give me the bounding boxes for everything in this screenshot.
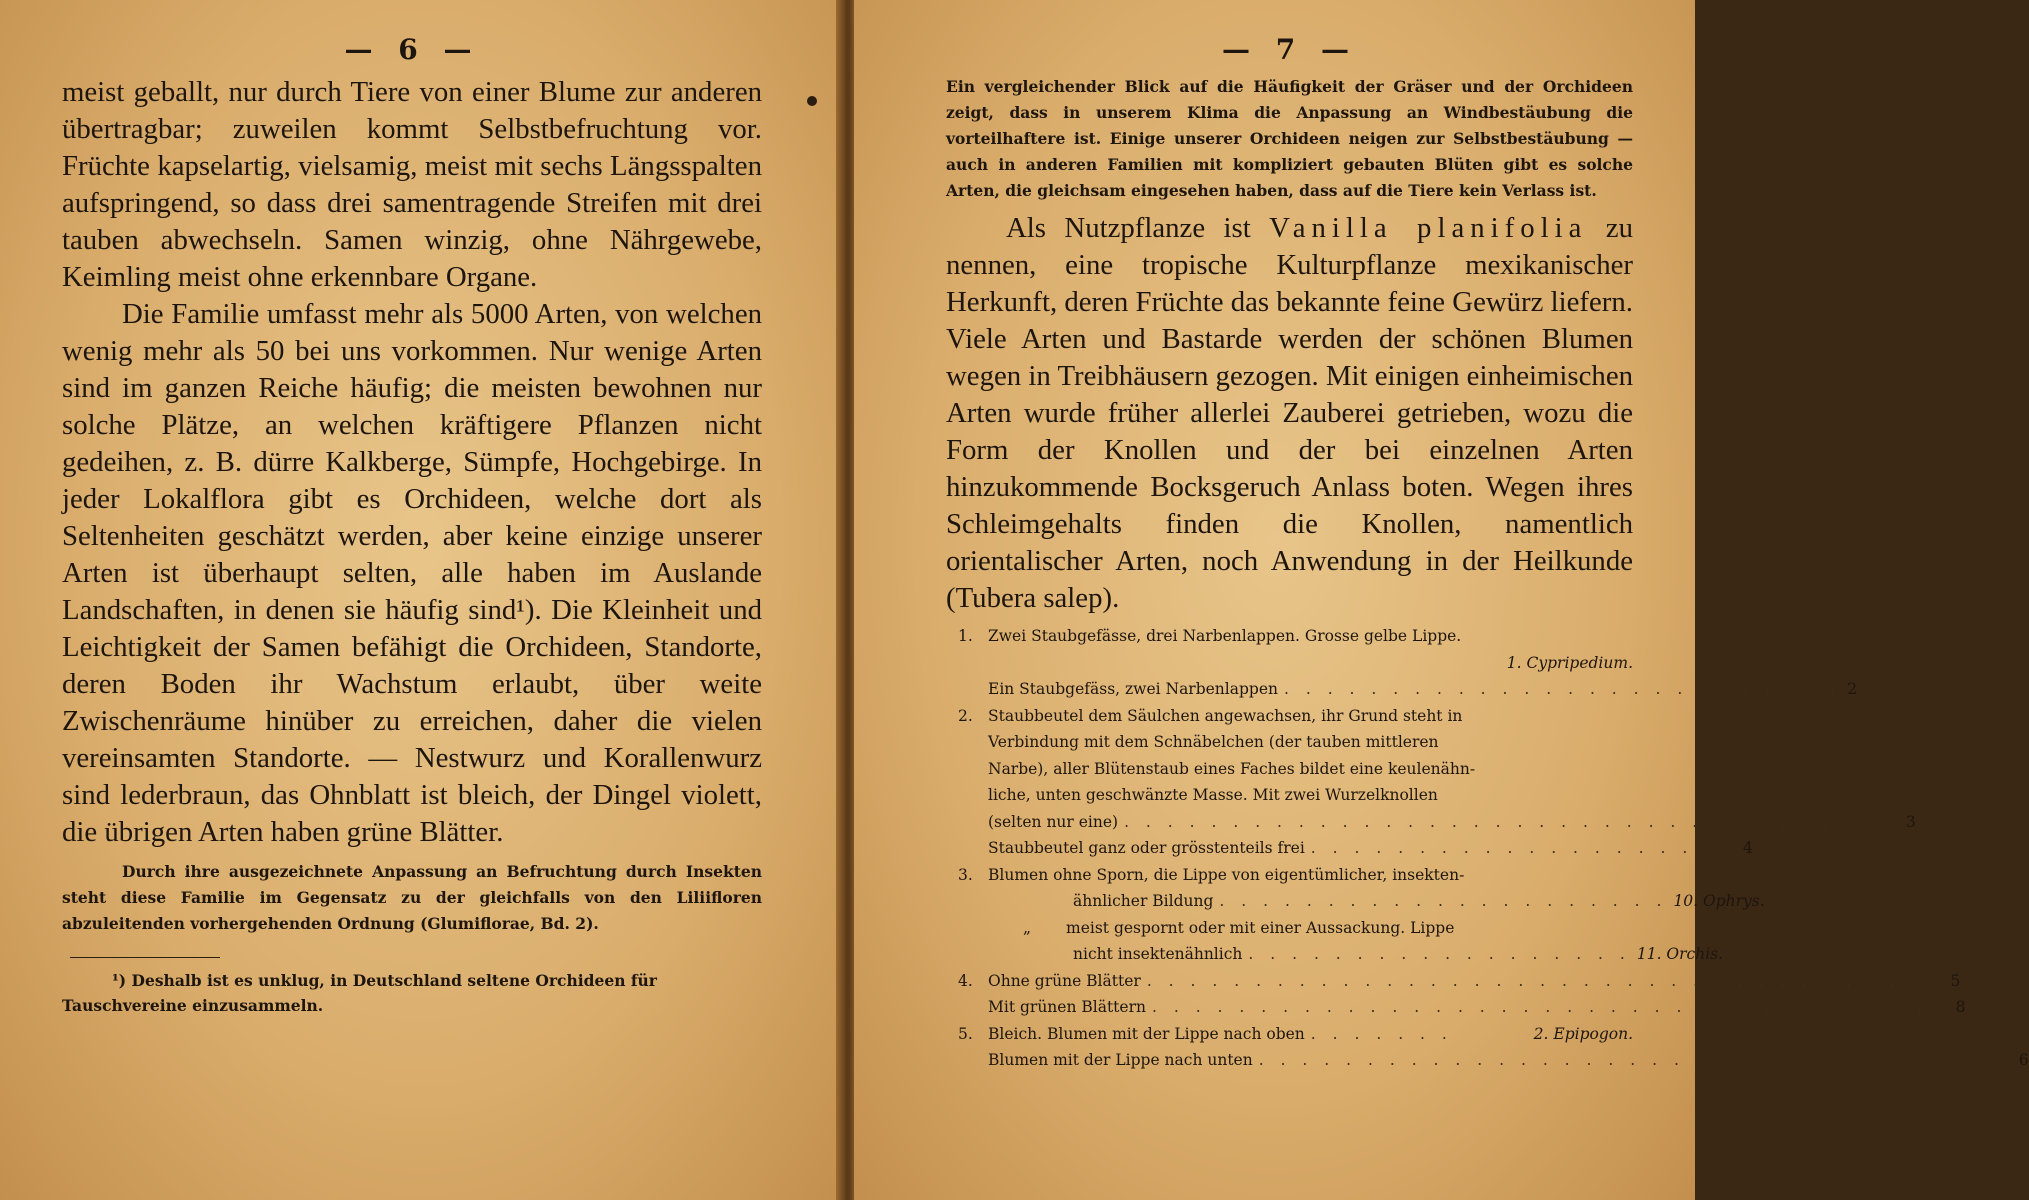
key-entry-2-line2 — [946, 733, 1633, 760]
key-result: 11. Orchis. — [1636, 945, 1724, 963]
leader-dots: . . . . . . . — [1310, 1024, 1453, 1043]
key-entry-2b — [946, 839, 1753, 866]
body-paragraph-1: meist geballt, nur durch Tiere von einer Blume zur anderen übertragbar; zuweilen kommt Selbstbefruchtung vor. Früchte kapselartig, vielsamig, meist mit sechs Längsspalten aufspringend, so dass drei samentragende Streifen mit drei tauben abwechseln. Samen winzig, ohne Nährgewebe, Keimling meist ohne erkennbare Organe. — [62, 76, 762, 293]
leader-dots: . . . . . . . . . . . . . . . . . . . . . — [1219, 892, 1668, 910]
key-number: 1. — [958, 627, 973, 645]
para-start: Als Nutzpflanze ist — [1006, 212, 1270, 244]
leader-dots: . . . . . . . . . . . . . . . . . . . . . . . . . . — [1284, 680, 1842, 698]
key-entry-3b — [946, 919, 1633, 946]
key-text: Staubbeutel dem Säulchen angewachsen, ihr Grund steht in — [988, 706, 1463, 725]
key-entry-2-line4 — [946, 786, 1633, 813]
small-print-paragraph-right: Ein vergleichender Blick auf die Häufigkeit der Gräser und der Orchideen zeigt, dass in unserem Klima die Anpassung an Windbestäubung die vorteilhaftere ist. Einige unserer Orchideen neigen zur Selbstbestäubung — auch in anderen Familien mit kompliziert gebauten Blüten gibt es solche Arten, die gleichsam eingesehen haben, dass auf die Tiere kein Verlass ist. — [946, 77, 1633, 200]
key-entry-4 — [946, 971, 1961, 999]
key-result: 10. Ophrys. — [1673, 892, 1765, 910]
species-name: Vanilla planifolia — [1269, 212, 1588, 244]
key-text-row — [988, 998, 1966, 1016]
key-entry-2 — [946, 707, 1633, 734]
key-text: Ohne grüne Blätter — [988, 971, 1141, 990]
footnote-rule — [70, 957, 220, 958]
key-text-row — [988, 892, 1765, 910]
body-paragraph-3 — [946, 210, 1633, 617]
key-number: 4. — [958, 971, 973, 990]
leader-dots: . . . . . . . . . . . . . . . . . . . . . . . . . . . . . . . . . . . . — [1124, 812, 1900, 831]
key-text: Bleich. Blumen mit der Lippe nach oben — [988, 1024, 1305, 1043]
key-result: 6 — [2018, 1051, 2029, 1069]
ink-spot — [807, 96, 817, 106]
key-number: 3. — [958, 865, 973, 884]
key-text-row — [988, 1051, 2029, 1069]
key-number: 2. — [958, 706, 973, 725]
key-entry-5 — [946, 1025, 1633, 1052]
key-text: (selten nur eine) — [988, 812, 1119, 831]
key-text: Blumen ohne Sporn, die Lippe von eigentümlicher, insekten- — [988, 865, 1465, 884]
identification-key — [946, 627, 2029, 1078]
key-text: Staubbeutel ganz oder grösstenteils frei — [988, 839, 1305, 857]
key-text-row — [988, 813, 1916, 831]
key-text-row — [988, 972, 1960, 990]
key-text-row — [988, 839, 1753, 857]
key-text-row — [988, 680, 1857, 698]
key-result: 4 — [1742, 839, 1753, 857]
key-result: 2. Epipogon. — [1533, 1024, 1633, 1043]
key-number: 5. — [958, 1024, 973, 1043]
key-text: meist gespornt oder mit einer Aussackung. Lippe — [1066, 918, 1455, 937]
page-number-left: — 6 — — [344, 33, 480, 66]
key-entry-3 — [946, 866, 1633, 893]
key-text: ähnlicher Bildung — [1073, 892, 1214, 910]
left-page — [0, 0, 842, 1200]
key-entry-2-line5 — [946, 812, 1916, 840]
key-text: nicht insektenähnlich — [1073, 945, 1243, 963]
key-text: Narbe), aller Blütenstaub eines Faches bildet eine keulenähn- — [988, 759, 1476, 778]
key-entry-2-line3 — [946, 760, 1633, 787]
key-result: 3 — [1905, 812, 1916, 831]
key-text: liche, unten geschwänzte Masse. Mit zwei Wurzelknollen — [988, 786, 1438, 804]
key-result: 1. Cypripedium. — [1506, 653, 1633, 672]
key-text: Ein Staubgefäss, zwei Narbenlappen — [988, 680, 1278, 698]
key-entry-3-line2 — [946, 892, 1765, 919]
page-number-right: — 7 — — [1222, 33, 1357, 66]
key-text-row — [988, 1025, 1633, 1043]
leader-dots: . . . . . . . . . . . . . . . . . . . . . . . . . . . . . . . . . . . — [1258, 1051, 2013, 1069]
leader-dots: . . . . . . . . . . . . . . . . . . — [1248, 945, 1631, 963]
body-paragraph-2: Die Familie umfasst mehr als 5000 Arten, von welchen wenig mehr als 50 bei uns vorkommen. Nur wenige Arten sind im ganzen Reiche häufig; die meisten bewohnen nur solche Plätze, an welchen kräftigere Pflanzen nicht gedeihen, z. B. dürre Kalkberge, Sümpfe, Hochgebirge. In jeder Lokalflora gibt es Orchideen, welche dort als Seltenheiten geschätzt werden, aber keine einzige unserer Arten ist überhaupt selten, alle haben im Auslande Landschaften, in denen sie häufig sind¹). Die Kleinheit und Leichtigkeit der Samen befähigt die Orchideen, Standorte, deren Boden ihr Wachstum erlaubt, über weite Zwischenräume hinüber zu erreichen, daher die vielen vereinsamten Standorte. — Nestwurz und Korallenwurz sind lederbraun, das Ohnblatt ist bleich, der Dingel violett, die übrigen Arten haben grüne Blätter. — [62, 298, 762, 848]
key-result: 5 — [1950, 971, 1961, 990]
key-entry-1 — [946, 627, 1633, 654]
leader-dots: . . . . . . . . . . . . . . . . . . . . — [1310, 839, 1737, 857]
footnote: ¹) Deshalb ist es unklug, in Deutschland seltene Orchideen für Tauschvereine einzusammeln. — [62, 971, 657, 1015]
key-result: 8 — [1955, 998, 1966, 1016]
key-entry-1b — [946, 680, 1858, 707]
key-entry-3b-line2 — [946, 945, 1724, 972]
right-page — [854, 0, 2029, 1200]
ditto-mark: „ — [1022, 918, 1032, 937]
key-text: Verbindung mit dem Schnäbelchen (der tauben mittleren — [988, 733, 1439, 751]
leader-dots: . . . . . . . . . . . . . . . . . . . . . . . . . . . . . . . . . . . . . — [1146, 971, 1945, 990]
leader-dots: . . . . . . . . . . . . . . . . . . . . . . . . . . . . . . . . . . . . . — [1151, 998, 1950, 1016]
key-text: Mit grünen Blättern — [988, 998, 1146, 1016]
key-text: Blumen mit der Lippe nach unten — [988, 1051, 1253, 1069]
small-print-paragraph-left: Durch ihre ausgezeichnete Anpassung an Befruchtung durch Insekten steht diese Familie im Gegensatz zu der gleichfalls von den Liliifloren abzuleitenden vorhergehenden Ordnung (Glumiflorae, Bd. 2). — [62, 862, 762, 933]
key-text-row — [988, 945, 1723, 963]
key-entry-1-result — [946, 654, 1633, 681]
para-rest: zu nennen, eine tropische Kulturpflanze mexikanischer Herkunft, deren Früchte das bekannte feine Gewürz liefern. Viele Arten und Bastarde werden der schönen Blumen wegen in Treibhäusern gezogen. Mit einigen einheimischen Arten wurde früher allerlei Zauberei getrieben, wozu die Form der Knollen und der bei einzelnen Arten hinzukommende Bocksgeruch Anlass boten. Wegen ihres Schleimgehalts finden die Knollen, namentlich orientalischer Arten, noch Anwendung in der Heilkunde (Tubera salep). — [946, 212, 1633, 614]
key-result: 2 — [1847, 680, 1858, 698]
key-entry-4b — [946, 998, 1966, 1025]
key-entry-5b — [946, 1051, 2029, 1078]
key-text: Zwei Staubgefässe, drei Narbenlappen. Grosse gelbe Lippe. — [988, 627, 1462, 645]
